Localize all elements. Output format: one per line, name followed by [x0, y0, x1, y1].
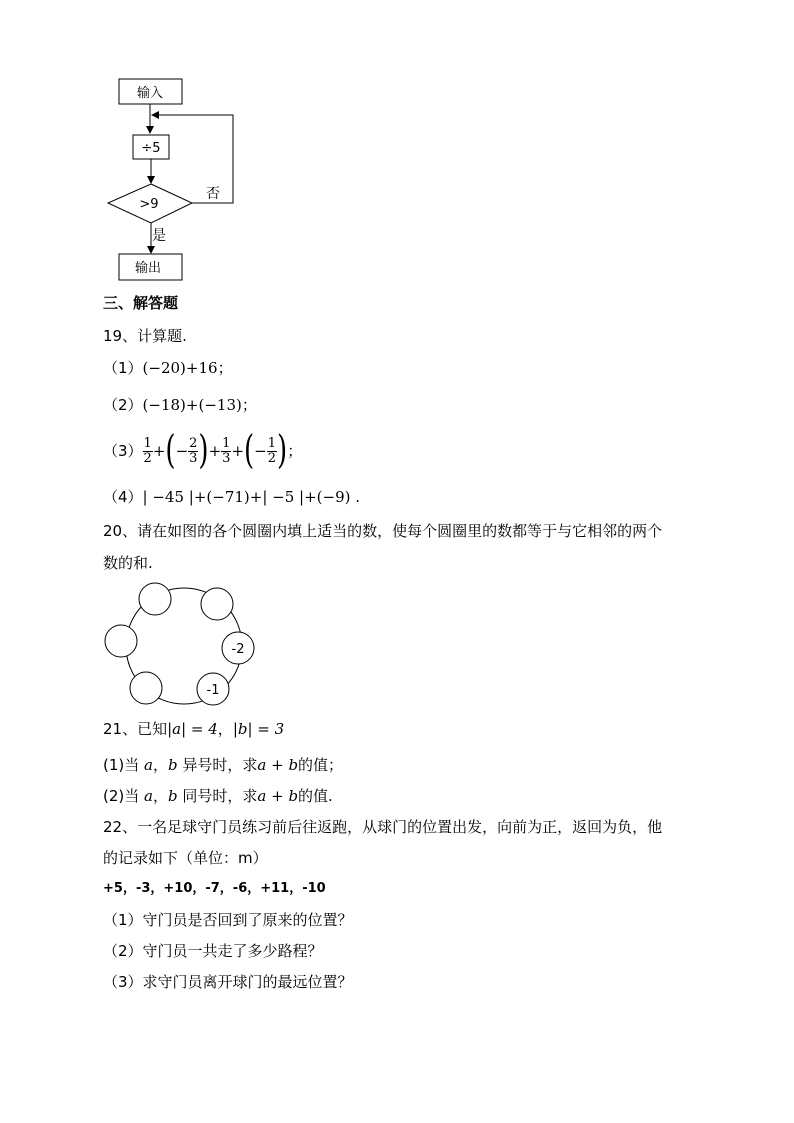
q19-part2: [103, 395, 257, 415]
circle-bottom-right-value: -1: [206, 683, 220, 698]
q19-part3-plus-1: +: [152, 442, 166, 460]
q21-part1-expression: a + b: [257, 756, 299, 774]
q19-part3-fraction-2: [188, 437, 198, 466]
flow-condition-label: >9: [139, 197, 159, 212]
q22-line1: 22、一名足球守门员练习前后往返跑，从球门的位置出发，向前为正，返回为负，他: [103, 818, 663, 836]
q21-condition-a: |a| = 4: [167, 720, 218, 738]
q19-part1-label: （1）: [103, 359, 143, 377]
left-paren: (: [244, 428, 255, 474]
fraction-numerator: 2: [189, 435, 198, 451]
q20-line2: 数的和.: [103, 554, 153, 572]
flow-loop-line: [159, 115, 233, 203]
q19-part3-fraction-1: [143, 437, 153, 466]
right-paren: ): [198, 428, 209, 474]
q19-part3-minus-2: −: [254, 442, 267, 460]
q22-record: +5，-3，+10，-7，-6，+11，-10: [103, 881, 326, 896]
flow-no-label: 否: [206, 186, 220, 202]
q21-part2: [103, 786, 333, 806]
q21-part1-text-d: 的值；: [298, 756, 344, 774]
q19-part3-minus-1: −: [175, 442, 189, 460]
q22-part1: （1）守门员是否回到了原来的位置？: [103, 911, 353, 929]
q19-part2-expression: (−18)+(−13): [142, 396, 242, 414]
q21-part2-text-b: ，: [152, 787, 168, 805]
flow-input-label: 输入: [136, 86, 164, 101]
q21-part1-var-b: b: [168, 756, 178, 774]
q21-part1-var-a: a: [144, 756, 153, 774]
q19-part3-plus-2: +: [208, 442, 222, 460]
q21-part2-label: (2): [103, 787, 125, 805]
small-circle-left: [105, 625, 137, 657]
circle-right-value: -2: [231, 642, 245, 657]
fraction-denominator: 3: [189, 450, 198, 466]
left-paren: (: [165, 428, 176, 474]
q19-part3-end: ；: [287, 442, 303, 460]
q19-part1: [103, 358, 233, 378]
q19-part3-fraction-4: [267, 437, 277, 466]
q19-part2-label: （2）: [103, 396, 143, 414]
small-circle-top-left: [139, 583, 171, 615]
q19-part4-expression: | −45 |+(−71)+| −5 |+(−9) .: [142, 488, 361, 506]
q21-part1-text-a: 当: [124, 756, 145, 774]
small-circle-bottom-left: [130, 672, 162, 704]
right-paren: ): [277, 428, 288, 474]
fraction-denominator: 2: [143, 450, 152, 466]
q21-condition-b: |b| = 3: [232, 720, 285, 738]
fraction-denominator: 3: [222, 450, 231, 466]
section-title: 三、解答题: [103, 294, 179, 312]
q19-part4-label: （4）: [103, 488, 143, 506]
q21-part1: [103, 755, 343, 775]
q19-part3-plus-3: +: [231, 442, 245, 460]
q21-part2-var-a: a: [144, 787, 153, 805]
q22-line2: 的记录如下（单位：m）: [103, 849, 268, 867]
fraction-numerator: 1: [267, 435, 277, 451]
q21-part2-text-d: 的值.: [298, 787, 333, 805]
q21-part1-text-b: ，: [152, 756, 168, 774]
flow-arrowhead-1: [146, 126, 154, 134]
q22-part3: （3）求守门员离开球门的最远位置？: [103, 973, 353, 991]
flow-loop-arrowhead: [151, 111, 159, 119]
q21-comma: ，: [217, 720, 233, 738]
q21-prefix: 21、已知: [103, 720, 168, 738]
q20-line1: 20、请在如图的各个圆圈内填上适当的数，使每个圆圈里的数都等于与它相邻的两个: [103, 522, 663, 540]
flowchart: [100, 72, 250, 290]
small-circle-top-right: [201, 588, 233, 620]
fraction-denominator: 2: [267, 450, 277, 466]
fraction-numerator: 1: [222, 435, 231, 451]
q19-part1-expression: (−20)+16: [142, 359, 218, 377]
flow-divide-label: ÷5: [141, 141, 161, 156]
q21-part2-text-c: 同号时，求: [177, 787, 258, 805]
q21-part2-text-a: 当: [124, 787, 145, 805]
q19-part3-fraction-3: [221, 437, 231, 466]
q19-title: 19、计算题.: [103, 327, 187, 345]
q22-part2: （2）守门员一共走了多少路程？: [103, 942, 323, 960]
flow-arrowhead-2: [147, 176, 155, 184]
flow-output-label: 输出: [134, 261, 162, 276]
flow-yes-label: 是: [152, 228, 166, 244]
flow-arrowhead-3: [147, 246, 155, 254]
q19-part2-end: ；: [241, 396, 257, 414]
q21-part2-var-b: b: [168, 787, 178, 805]
q19-part1-end: ；: [217, 359, 233, 377]
q21-stem: [103, 719, 284, 739]
q19-part3-label: （3）: [103, 442, 143, 460]
q19-part4: [103, 487, 360, 507]
circle-ring-diagram: [100, 578, 260, 710]
q21-part2-expression: a + b: [257, 787, 299, 805]
q19-part3: [103, 428, 303, 474]
q21-part1-label: (1): [103, 756, 125, 774]
fraction-numerator: 1: [143, 435, 152, 451]
q21-part1-text-c: 异号时，求: [177, 756, 258, 774]
